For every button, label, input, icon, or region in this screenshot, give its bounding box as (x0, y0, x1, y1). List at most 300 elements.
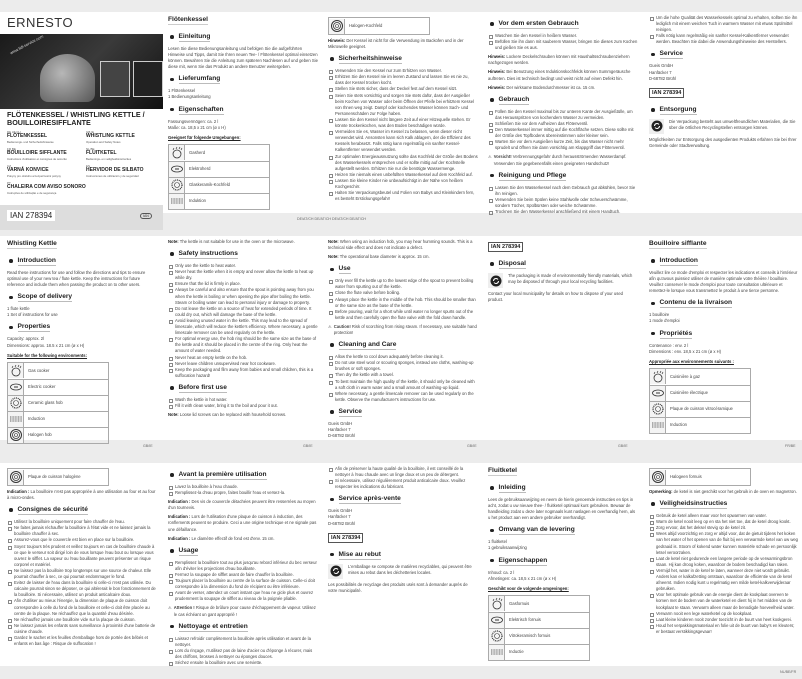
heading-text: Propriétés (659, 329, 693, 337)
section-heading (649, 499, 799, 509)
table-caption: Geschikt voor de volgende omgevingen: (488, 585, 569, 591)
text-lines (328, 421, 478, 439)
text-line: 1 fluitketel (488, 539, 507, 545)
note-label: Note: (328, 254, 339, 260)
warning-icon: ⚠ (488, 154, 492, 160)
text-line: 1 flute kettle (7, 306, 30, 312)
ian-number: IAN 278394 (328, 533, 363, 543)
table-row (8, 469, 108, 485)
kettle-thumbnail (100, 61, 130, 97)
heading-text: Before first use (178, 383, 227, 391)
list-item: Always be careful and also ensure that the spout is pointing away from you when the kettle is boiling or when opening the pipe after boiling the kettle. Steam or boiling water can lead to personal injury or damage to property. (168, 287, 318, 305)
bullet-list (649, 15, 799, 45)
list-item: Do not leave the kettle on a source of heat for extended periods of time. It could dry out, which will damage the base of the kettle. (168, 306, 318, 318)
table-row (489, 644, 589, 660)
bullet-icon (330, 268, 334, 272)
kettle-thumbnail (133, 61, 163, 97)
bullet-list (328, 68, 478, 202)
paragraph: Lesen Sie diese Bedienungsanleitung und befolgen Sie die aufgeführten Hinweise und Tipps, damit Sie Ihren neuen Tee- / Flötenkessel optimal einsetzen können. Bewahren Sie die Anleitung zum späteren Nachlesen auf und geben Sie diese mit, wenn Sie das Produkt an andere Benutzer weitergeben. (168, 46, 318, 70)
list-item: Laissez refroidir complètement la bouilloire après utilisation et avant de la nettoyer. (168, 636, 318, 648)
list-item: Lassen Sie kleine Kinder nie unbeaufsichtigt in der Nähe von heißem Kochgeschirr. (328, 178, 478, 190)
text-lines (168, 119, 318, 131)
note-label: Hinweis: (488, 54, 506, 60)
language-entry (86, 164, 166, 178)
list-item: Avant de verser, attendez un court instant que l'eau ne gicle plus et ouvrez prudemment la soupape de sifflet au niveau de la poignée pliable. (168, 590, 318, 602)
gas-hob-icon (650, 369, 666, 384)
note-text: Des vis de couvercle détachées peuvent être resserrées au moyen d'un tournevis. (168, 499, 316, 511)
environment-table (328, 17, 430, 35)
paragraph: Contact your local municipality for details on how to dispose of your used product. (488, 291, 624, 303)
bullet-icon (170, 386, 174, 390)
induction-hob-icon (169, 194, 185, 209)
list-item: Gebruik de ketel alleen maar voor het opwarmen van water. (649, 513, 799, 519)
list-item: Wash the kettle in hot water. (168, 397, 318, 403)
bullet-icon (651, 108, 655, 112)
section-heading (168, 105, 318, 115)
list-item: Vermeiden Sie es, Wasser im Kessel zu belassen, wenn dieser nicht verwendet wird. Ansonsten kann sich Kalk ablagern, der die Effizienz des Kessels herabsetzt. Falls nötig kann regelmäßig ein sanfter Kessel-Kalkentferner verwendet werden. (328, 129, 478, 153)
environment-table (168, 144, 270, 210)
list-item: Allow the kettle to cool down adequately before cleaning it. (328, 354, 478, 360)
electric-hob-icon (169, 162, 185, 177)
table-cell: Electric cooker (28, 384, 56, 390)
note-label: Note: (168, 239, 179, 244)
list-item: Vermijd het, water in de ketel te laten, wanneer deze niet wordt gebruikt. Anders kan er kalkafzetting ontstaan, waardoor de efficiëntie van de ketel afneemt. Indien nodig kunt u regelmatig een milde ketel-kalkverwijderaar gebruiken. (649, 568, 799, 592)
section-heading (488, 483, 638, 493)
heading-text: Entsorgung (659, 105, 697, 113)
language-entry (7, 164, 87, 178)
text-lines (649, 312, 799, 324)
section-heading (488, 525, 638, 535)
list-item: Never heat an empty kettle on the hob. (168, 355, 318, 361)
table-row (8, 395, 108, 411)
list-item: Avoid leaving unused water in the kettle. This may lead to the spread of limescale, which will reduce the kettle's efficiency. Where necessary, a gentle limescale remover can be used regularly on the kettle. (168, 318, 318, 336)
page-footer: FR/BE (785, 444, 796, 448)
note-text: The operational base diameter is approx. 15 cm. (339, 254, 430, 260)
text-line: Inhoud: ca. 2 l (488, 569, 515, 575)
recycle-icon (488, 273, 503, 288)
table-cell: Halogeen fornuis (670, 473, 702, 479)
section-heading (488, 19, 638, 29)
text-line: Hanfäcker 7 (649, 69, 672, 75)
list-item: Den Wasserkessel immer mittig auf die Kochfläche setzen. Diese sollte mit der Größe des Topfbodens übereinstimmen oder kleiner sein. (488, 127, 638, 139)
heading-text: Veiligheidsinstructies (659, 500, 728, 508)
list-item: Seien Sie stets vorsichtig und sorgen Sie stets dafür, dass der Ausgießer beim Kochen von Wasser oder beim Öffnen der Pfeife bei erhitztem Kessel von Ihnen weg zeigt. Dampf oder kochendes Wasser können Sach- und Personenschäden zur Folge haben. (328, 93, 478, 117)
heading-text: Introduction (17, 257, 56, 264)
table-row (650, 385, 750, 401)
heading-text: Nettoyage et entretien (178, 622, 248, 630)
list-item: Keep the packaging and film away from babies and small children, this is a suffocation hazard! (168, 367, 318, 379)
ian-badge: IAN (140, 213, 152, 219)
list-item: Soyez toujours très prudent et veillez toujours en cas de bouilloire chaude à ce que le verseur soit dirigé loin de vous lorsque l'eau bout ou lorsque vous ouvrez le sifflet. La vapeur ou l'eau bouillante peuvent présenter un risque corporel et matériel. (7, 544, 157, 568)
service-url: www.lidl-service.com (8, 33, 45, 56)
bullet-icon (9, 508, 13, 512)
table-row (489, 628, 589, 644)
halogen-hob-icon (8, 428, 24, 443)
heading-text: Use (338, 265, 351, 273)
table-cell: Gasfornuis (509, 600, 530, 606)
section-title: Bouilloire sifflante (649, 240, 707, 247)
note-text: Der wirksame Bodendurchmesser ist ca. 15 cm. (506, 84, 596, 90)
text-column (328, 15, 478, 205)
list-item: Laat de ketel niet gedurende een langere periode op de verwarmingsbron staan. Hij kan droog koken, waardoor de bodem beschadigd kan raken. (649, 556, 799, 568)
section-heading (488, 259, 638, 269)
bullet-list (649, 513, 799, 635)
language-codes: PT (7, 181, 11, 185)
electric-hob-icon (8, 380, 24, 395)
language-entry (86, 147, 166, 161)
language-entry (7, 130, 87, 144)
page-footer: GB/IE (467, 444, 477, 448)
list-item: Ne laissez jamais les enfants sans surveillance à proximité d'une batterie de cuisine chaude. (7, 623, 157, 635)
list-item: Laat kleine kinderen nooit zonder toezicht in de buurt van heet kookgerei. (649, 617, 799, 623)
bullet-icon (170, 549, 174, 553)
caution-label: Vorsicht! (493, 154, 512, 160)
language-title: FLUITKETEL (86, 150, 117, 156)
table-cell: Gasherd (189, 149, 206, 155)
table-caption: Suitable for the following environments: (7, 352, 88, 358)
list-item: Verwenden Sie beim Spülen keine Stahlwolle oder Scheuerschwämme, sondern Tücher, Spülbürsten oder weiche Schwämme. (488, 197, 638, 209)
language-codes: NL BE (86, 147, 95, 151)
bullet-icon (330, 553, 334, 557)
list-item: Füllen Sie den Kessel maximal bis zur unteren Kante der Ausgießtülle, um das Herausspritzen von kochendem Wasser zu vermeiden. (488, 109, 638, 121)
bullet-list (488, 33, 638, 51)
caution-text: Verbrennungsgefahr durch herausströmenden Wasserdampf. Verwenden Sie gegebenenfalls einen geeigneten Handschutz! (493, 154, 627, 166)
text-line: Capacity: approx. 2l (7, 336, 45, 342)
list-item: Never heat the kettle when it is empty and never allow the kettle to heat up while dry. (168, 269, 318, 281)
table-cell: Cuisinière à gaz (670, 373, 701, 379)
list-item: To best maintain the high quality of the kettle, it should only be cleaned with a soft cloth in warm water and a small amount of washing-up liquid. (328, 379, 478, 391)
ian-number: IAN 278394 (7, 210, 55, 221)
text-line: 1 Flötenkessel (168, 88, 195, 94)
list-item: Before pouring, wait for a short while until water no longer spurts out of the kettle and then carefully open the flute valve with the fold down handle. (328, 309, 478, 321)
section-heading (649, 329, 799, 339)
text-line: Hanfäcker 7 (328, 426, 351, 432)
note-label: Indication : (168, 514, 191, 520)
table-row (8, 379, 108, 395)
warning-icon: ⚠ (328, 323, 332, 329)
heading-text: Einleitung (178, 33, 211, 40)
list-item: Evitez de laisser de l'eau dans la bouilloire si celle-ci n'est pas utilisée. Du calcaire pourrait sinon se déposer, ce qui altérerait le bon fonctionnement de la bouilloire. Si nécessaire, utilisez un produit anticalcaire doux. (7, 580, 157, 598)
text-column (328, 239, 478, 442)
table-row (650, 401, 750, 417)
section-title: Flötenkessel (168, 16, 208, 23)
induction-hob-icon (489, 645, 505, 660)
language-title: VARNÁ KONVICE (7, 167, 49, 173)
table-cell: Inductie (509, 649, 524, 655)
section-heading (649, 105, 799, 115)
note (168, 239, 318, 245)
list-item: Remplissez-la d'eau propre, faites bouillir l'eau et versez-la. (168, 490, 318, 496)
gas-hob-icon (8, 363, 24, 378)
list-item: Heizen Sie niemals einen unbefüllten Wasserkessel auf dem Kochfeld auf. (328, 172, 478, 178)
note (7, 489, 157, 501)
list-item: Lassen Sie den Kessel nicht längere Zeit auf einer Hitzequelle stehen. Er könnte trockenkochen, was den Boden beschädigen würde. (328, 117, 478, 129)
section-title: Whistling Kettle (7, 240, 57, 247)
paragraph: Möglichkeiten zur Entsorgung des ausgedienten Produkts erfahren Sie bei Ihrer Gemeinde oder Stadtverwaltung. (649, 136, 797, 148)
section-heading (7, 292, 157, 302)
caution-note (328, 324, 478, 336)
text-line: D-68782 Brühl (328, 433, 356, 439)
bullet-list (168, 263, 318, 379)
language-entry (86, 130, 166, 144)
paragraph: Lees de gebruiksaanwijzing en neem de hierin genoemde instructies en tips in acht, zodat u uw nieuwe thee- / fluitketel optimaal kunt gebruiken. Bewaar de handleiding zodat u deze later nogmaals kunt naslagen en overhandig hem, als u het product aan een andere gebruiker overhandigt. (488, 497, 636, 521)
language-entry (7, 147, 87, 161)
brand-logo: ERNESTO (7, 15, 74, 30)
note-text: Le diamètre effectif de fond est d'env. 15 cm. (191, 535, 275, 541)
note-text: Bei Benutzung eines Induktionskochfelds können Summgeräusche auftreten. Dies ist technisch bedingt und weist nicht auf einen Defekt hin. (488, 69, 631, 81)
recycle-icon (649, 119, 664, 134)
note-label: Indication : (168, 535, 191, 541)
text-lines (649, 63, 799, 81)
note (328, 254, 478, 260)
heading-text: Cleaning and Care (338, 341, 397, 349)
note-text: Der Kessel ist nicht für die Verwendung im Backofen und in der Mikrowelle geeignet. (328, 38, 464, 50)
list-item: Lors du rinçage, n'utilisez pas de laine d'acier ou d'éponge à récurer, mais des chiffons, brosses à nettoyer ou éponges douces. (168, 648, 318, 660)
table-cell: Plaque de cuisson vitrocéramique (670, 406, 733, 412)
caution-label: Attention ! (173, 605, 195, 611)
list-item: Utilisez la bouilloire uniquement pour faire chauffer de l'eau. (7, 519, 157, 525)
list-item: Do not use steel wool or scouring sponges, instead use cloths, washing-up brushes or soft sponges. (328, 360, 478, 372)
text-line: Fassungsvermögen: ca. 2 l (168, 118, 219, 124)
table-cell: Cuisinière électrique (670, 390, 708, 396)
list-item: Only ever fill the kettle up to the lowest edge of the spout to prevent boiling water from spurting out of the kettle. (328, 278, 478, 290)
language-subtitle: Pokyny pro obsluhu a bezpečnostní pokyny (7, 173, 61, 178)
list-item: Um die hohe Qualität des Wasserkessels optimal zu erhalten, sollten Sie ihn lediglich mit einem weichen Tuch in warmem Wasser mit etwas Spülmittel reinigen. (649, 15, 799, 33)
section-heading (7, 256, 157, 266)
bullet-list (168, 560, 318, 603)
table-cell: Induction (28, 416, 45, 422)
text-line: Maße: ca. 18,5 x 21 cm (ø x H) (168, 124, 226, 130)
induction-hob-icon (8, 412, 24, 427)
language-codes: ES (86, 164, 91, 168)
heading-text: Omvang van de levering (498, 526, 575, 534)
table-cell: Gas cooker (28, 367, 50, 373)
list-item: Waschen Sie den Kessel in heißem Wasser. (488, 33, 638, 39)
note-label: Hinweis: (328, 38, 346, 43)
list-item: Then dry the kettle with a towel. (328, 372, 478, 378)
table-cell: Induction (670, 422, 687, 428)
note-text: The kettle is not suitable for use in the oven or the microwave. (179, 239, 295, 244)
text-lines (649, 343, 799, 355)
list-item: Only use the kettle to heat water. (168, 263, 318, 269)
list-item: Wees altijd voorzichtig en zorg er altijd voor, dat de gietuit tijdens het koken van het water of het openen van de fluit bij een verwarmde ketel van uw weg gedraaid is. Stoom of kokend water kunnen materiële schade en persoonlijk letsel veroorzaken. (649, 531, 799, 555)
list-item: Si nécessaire, utilisez régulièrement produit anticalcaire doux. Veuillez respecter les indications du fabricant. (328, 478, 478, 490)
bullet-icon (651, 53, 655, 57)
bullet-list (488, 109, 638, 152)
paragraph: Read these instructions for use and follow the directions and tips to ensure optimal use of your new tea / flute kettle. Keep the instructions for future reference and include them when passing the product on to other users. (7, 270, 146, 288)
language-subtitle: Instrucciones de utilización y de seguridad (86, 173, 139, 178)
list-item: Zorg ervoor, dat het deksel stevig op de ketel zit. (649, 525, 799, 531)
list-item: Halten Sie Verpackungsbeutel und Folien von Babys und Kleinkindern fern, es besteht Erstickungsgefahr! (328, 190, 478, 202)
note-label: Indication : (7, 489, 30, 494)
heading-text: Properties (17, 323, 51, 331)
text-line: 1 mode d'emploi (649, 318, 680, 324)
electric-hob-icon (650, 386, 666, 401)
section-heading (488, 171, 638, 181)
note (649, 489, 799, 495)
table-cell: Elektroherd (189, 166, 211, 172)
heading-text: Lieferumfang (178, 75, 221, 83)
list-item: Falls nötig kann regelmäßig ein sanfter Kessel-Kalkentferner verwendet werden. Beachten Sie dabei die Anwendungshinweise des Herstellers. (649, 33, 799, 45)
table-cell: Halogen-Kochfeld (349, 22, 383, 28)
table-row (8, 427, 108, 443)
caution-body (174, 605, 318, 617)
bullet-list (328, 354, 478, 403)
bullet-icon (170, 625, 174, 629)
list-item: Houd het verpakkingsmateriaal en folie uit de buurt van baby's en kleuters; er bestaat verstikkingsgevaar! (649, 623, 799, 635)
gas-hob-icon (169, 145, 185, 160)
text-column (649, 239, 799, 437)
disposal-note (649, 119, 799, 134)
language-subtitle: Instructions d'utilisation et consignes de sécurité (7, 156, 67, 161)
language-subtitle: Instruções de utilização e de segurança (7, 190, 57, 195)
table-cell: Plaque de cuisson halogène (28, 473, 81, 479)
text-lines (488, 570, 638, 582)
note-text: Lors de l'utilisation d'une plaque de cuisson à induction, des ronflements peuvent se produire. Ceci a une origine technique et ne signale pas une défaillance. (168, 514, 317, 532)
bullet-icon (9, 326, 13, 330)
language-title: HERVIDOR DE SILBATO (86, 167, 144, 173)
heading-text: Introduction (659, 257, 698, 264)
bullet-icon (170, 35, 174, 39)
heading-text: Inleiding (498, 484, 526, 491)
heading-text: Eigenschaften (178, 105, 224, 113)
section-heading (328, 340, 478, 350)
disposal-note (328, 564, 478, 579)
table-row (650, 369, 750, 385)
bullet-icon (170, 473, 174, 477)
table-row (8, 363, 108, 379)
bullet-icon (490, 22, 494, 26)
list-item: Gardez le sachet et les feuilles d'emballage hors de portée des bébés et enfants en bas âge : Risque de suffocation ! (7, 635, 157, 647)
text-line: Gueis GmbH (328, 420, 353, 426)
list-item: For optimal energy use, the hob ring should be the same size as the base of the kettle and it should be placed in the centre of the ring. Only heat the amount of water needed. (168, 336, 318, 354)
section-heading (488, 556, 638, 566)
heading-text: Consignes de sécurité (17, 506, 88, 514)
language-entry (7, 181, 87, 195)
note (328, 239, 478, 251)
table-cell: Halogen hob (28, 432, 52, 438)
list-item: Séchez ensuite la bouilloire avec une serviette. (168, 660, 318, 666)
ceramic-hob-icon (169, 178, 185, 193)
disposal-note (488, 273, 638, 288)
ian-number: IAN 278394 (649, 88, 684, 98)
note (488, 69, 638, 81)
list-item: Warm de ketel nooit leeg op en sta het niet toe, dat de ketel droog kookt. (649, 519, 799, 525)
text-line: 1 Set of instructions for use (7, 312, 58, 318)
bullet-icon (490, 174, 494, 178)
heading-text: Scope of delivery (17, 293, 73, 301)
paragraph: Les possibilités de recyclage des produits usés sont à demander auprès de votre municipalité. (328, 581, 468, 593)
text-line: Gueis GmbH (328, 508, 353, 514)
gas-hob-icon (489, 596, 505, 611)
heading-text: Mise au rebut (338, 550, 382, 558)
page-footer: GB/IE (143, 444, 153, 448)
language-title: CHALEIRA COM AVISO SONORO (7, 184, 86, 190)
text-line: 1 bouilloire (649, 312, 670, 318)
section-heading (168, 249, 318, 259)
environment-table (7, 468, 109, 486)
bullet-list (7, 519, 157, 647)
text-column (488, 239, 638, 306)
page-footer: DE/AT/CH DE/AT/CH DE/AT/CH DE/AT/CH (297, 217, 367, 221)
text-lines (7, 306, 157, 318)
note (168, 536, 318, 542)
note-text: de ketel is niet geschikt voor het gebruik in de oven en magnetron. (673, 489, 797, 494)
bullet-list (488, 185, 638, 215)
bullet-icon (651, 302, 655, 306)
text-line: Dimensions: approx. 18.5 x 21 cm (ø x H) (7, 342, 85, 348)
text-column (168, 466, 318, 669)
text-line: Afmetingen: ca. 18,5 x 21 cm (ø x H) (488, 575, 557, 581)
list-item: Fermez la soupape de sifflet avant de faire chauffer la bouilloire. (168, 572, 318, 578)
list-item: Afin de préserver la haute qualité de la bouilloire, il est conseillé de la nettoyer à l'eau chaude avec un linge doux et un peu de détergent. (328, 466, 478, 478)
language-codes: DE AT CH (7, 130, 21, 134)
bullet-icon (490, 486, 494, 490)
note (488, 85, 638, 91)
text-column (649, 466, 799, 638)
warning-icon: ⚠ (168, 605, 172, 611)
language-subtitle: Bedienings- en veiligheidsinstructies (86, 156, 132, 161)
section-heading (649, 49, 799, 59)
text-line: Gueis GmbH (649, 63, 674, 69)
text-column (328, 466, 478, 597)
list-item: Warten Sie vor dem Ausgießen kurze Zeit, bis das Wasser nicht mehr sprudelt und öffnen Sie dann vorsichtig am Klappgriff das Flötenventil. (488, 139, 638, 151)
list-item: Ne laissez pas la bouilloire trop longtemps sur une source de chaleur. Elle pourrait chauffer à sec, ce qui pourrait endommager le fond. (7, 568, 157, 580)
product-photo (0, 34, 163, 109)
list-item: Assurez-vous que le couvercle est bien en place sur la bouilloire. (7, 537, 157, 543)
table-row (169, 145, 269, 161)
list-item: Remplissez la bouilloire tout au plus jusqu'au rebord inférieur du bec verseur afin d'éviter les projections d'eau bouillante. (168, 560, 318, 572)
text-line: D-68782 Brühl (328, 520, 356, 526)
bullet-icon (170, 108, 174, 112)
page-footer: GB/IE (303, 444, 313, 448)
environment-table (649, 368, 751, 434)
note (328, 38, 478, 50)
list-item: Fill it with clean water, bring it to the boil and pour it out. (168, 403, 318, 409)
section-heading (649, 298, 799, 308)
bullet-icon (170, 252, 174, 256)
text-lines (168, 88, 318, 100)
table-row (329, 18, 429, 34)
text-column (649, 15, 799, 152)
note-text: La bouilloire n'est pas appropriée à une utilisation au four et au four à micro-ondes. (7, 489, 156, 501)
heading-text: Usage (178, 546, 199, 554)
page-footer: NL/BE/FR (780, 670, 797, 674)
list-item: Lassen Sie den Wasserkessel nach dem Gebrauch gut abkühlen, bevor Sie ihn reinigen. (488, 185, 638, 197)
table-cell: Ceramic glass hob (28, 400, 63, 406)
text-column (488, 466, 638, 664)
list-item: Erhitzen Sie den Kessel nie im leeren Zustand und lassen Sie es nie zu, dass der Kessel trocken kocht. (328, 74, 478, 86)
list-item: Lavez la bouilloire à l'eau chaude. (168, 484, 318, 490)
halogen-hob-icon (329, 19, 345, 34)
halogen-hob-icon (650, 470, 666, 485)
list-item: Ne faites jamais réchauffer la bouilloire à l'état vide et ne laissez jamais la bouilloire chauffer à sec. (7, 525, 157, 537)
list-item: Trocknen Sie den Wasserkessel anschließend mit einem Handtuch. (488, 209, 638, 215)
induction-hob-icon (650, 418, 666, 433)
note-label: Hinweis: (488, 84, 506, 90)
section-heading (168, 470, 318, 480)
environment-table (649, 468, 751, 486)
language-subtitle: Operation and Safety Notes (86, 139, 121, 144)
kettle-image (40, 54, 95, 102)
text-line: Contenance : env. 2 l (649, 342, 689, 348)
bullet-icon (330, 57, 334, 61)
bullet-icon (170, 78, 174, 82)
list-item: Close the flute valve before boiling. (328, 290, 478, 296)
ceramic-hob-icon (650, 402, 666, 417)
ian-number: IAN 278394 (488, 242, 523, 252)
disposal-text: L'emballage se compose de matières recyclables, qui peuvent être mises au rebut dans les déchetteries locales. (348, 563, 472, 575)
